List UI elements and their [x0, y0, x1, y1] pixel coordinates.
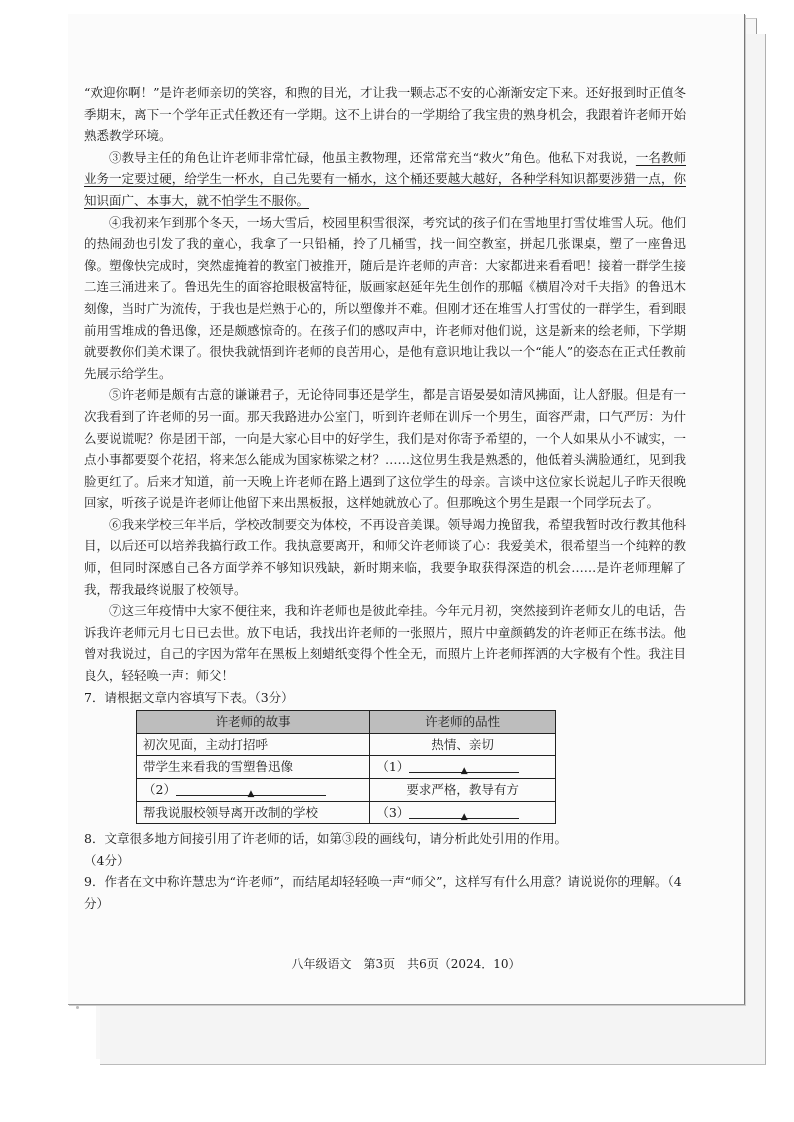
story-cell: 初次见面，主动打招呼 [137, 733, 370, 756]
answer-blank-1[interactable] [409, 758, 519, 777]
table-header-story: 许老师的故事 [137, 711, 370, 734]
answer-cell-3[interactable] [370, 801, 556, 824]
paragraph-7: ⑦这三年疫情中大家不便往来，我和许老师也是彼此牵挂。今年元月初，突然接到许老师女儿的电话，告诉我许老师元月七日已去世。放下电话，我找出许老师的一张照片，照片中童颜鹤发的许老师正在练书法。他曾对我说过，自己的字因为常年在黑板上刻蜡纸变得个性全无，而照片上许老师挥洒的大字极有个性。我注目良久，轻轻唤一声：师父！ [84, 603, 686, 684]
answer-cell-1[interactable] [370, 756, 556, 779]
trait-cell: 要求严格，教导有方 [370, 779, 556, 802]
paragraph-4: ④我初来乍到那个冬天，一场大雪后，校园里积雪很深，考究试的孩子们在雪地里打雪仗堆雪人玩。他们的热闹劲也引发了我的童心，我拿了一只铅桶，拎了几桶雪，找一间空教室，拼起几张课桌，塑了一座鲁迅像。塑像快完成时，突然虚掩着的教室门被推开，随后是许老师的声音：大家都进来看看吧！接着一群学生接二连三涌进来了。鲁迅先生的面容抢眼极富特征，版画家赵延年先生创作的那幅《横眉冷对千夫指》的鲁迅木刻像，当时广为流传，于我也是烂熟于心的，所以塑像并不难。但刚才还在堆雪人打雪仗的一群学生，看到眼前用雪堆成的鲁迅像，还是颇感惊奇的。在孩子们的感叹声中，许老师对他们说，这是新来的绘老师，下学期就要教你们美术课了。很快我就悟到许老师的良苦用心，是他有意识地让我以一个“能人”的姿态在正式任教前先展示给学生。 [84, 214, 686, 381]
blank-label: （3） [376, 804, 410, 820]
table-row [137, 733, 556, 756]
paragraph-5: ⑤许老师是颇有古意的谦谦君子，无论待同事还是学生，都是言语晏晏如清风拂面，让人舒服。但是有一次我看到了许老师的另一面。那天我路进办公室门，听到许老师在训斥一个男生，面容严肃，口气严厉：为什么要说谎呢？你是团干部，一向是大家心目中的好学生，我们是对你寄予希望的，一个人如果从小不诚实，一点小事都要耍个花招，将来怎么能成为国家栋梁之材？……这位男生我是熟悉的，他低着头满脸通红，见到我脸更红了。后来才知道，前一天晚上许老师在路上遇到了这位学生的母亲。言谈中这位家长说起儿子昨天很晚回家，听孩子说是许老师让他留下来出黑板报，这样她就放心了。但那晚这个男生是跟一个同学玩去了。 [84, 387, 686, 511]
paragraph-3 [84, 147, 686, 212]
answer-cell-2[interactable] [137, 779, 370, 802]
triangle-marker-icon: ▲ [460, 811, 468, 822]
answer-blank-3[interactable] [409, 804, 519, 822]
answer-blank-2[interactable] [176, 781, 326, 799]
question-7: 7．请根据文章内容填写下表。（3分） [84, 689, 294, 705]
exam-content [84, 82, 686, 915]
paragraph-3-text: ③教导主任的角色让许老师非常忙碌，他虽主教物理，还常常充当“救火”角色。他私下对我说， [109, 149, 636, 165]
table-header-trait: 许老师的品性 [370, 711, 556, 734]
triangle-marker-icon: ▲ [460, 766, 468, 777]
page-footer: 八年级语文 第3页 共6页（2024．10） [291, 957, 521, 971]
table-row [137, 801, 556, 824]
story-cell: 带学生来看我的雪塑鲁迅像 [137, 756, 370, 779]
paragraph-6: ⑥我来学校三年半后，学校改制要交为体校，不再设音美课。领导竭力挽留我，希望我暂时改行教其他科目，以后还可以培养我搞行政工作。我执意要离开，和师父许老师谈了心：我爱美术，很希望当一个纯粹的教师，但同时深感自己各方面学养不够知识残缺，新时期来临，我要争取获得深造的机会……是许老师理解了我，帮我最终说服了校领导。 [84, 516, 686, 597]
trait-cell: 热情、亲切 [370, 733, 556, 756]
triangle-marker-icon: ▲ [247, 789, 255, 799]
table-header-row [137, 711, 556, 734]
answer-table [136, 710, 556, 824]
scan-speck [76, 1006, 79, 1009]
blank-label: （2） [143, 782, 176, 797]
underlined-sentence: 一名教师业务一定要过硬，给学生一杯水，自己先要有一桶水，这个桶还要越大越好，各种学科知识都要涉猎一点，你知识面广、本事大，就不怕学生不服你。 [84, 149, 686, 208]
question-9: 9．作者在文中称许慧忠为“许老师”，而结尾却轻轻唤一声“师父”，这样写有什么用意？请说说你的理解。（4分） [84, 874, 682, 911]
question-8-points: （4分） [84, 852, 130, 868]
blank-label: （1） [376, 759, 410, 775]
table-row [137, 756, 556, 779]
paragraph-1: “欢迎你啊！”是许老师亲切的笑容，和煦的目光，才让我一颗忐忑不安的心渐渐安定下来。还好报到时正值冬季期末，离下一个学年正式任教还有一学期。这不上讲台的一学期给了我宝贵的熟身机会，我跟着许老师开始熟悉教学环境。 [84, 85, 686, 144]
story-cell: 帮我说服校领导离开改制的学校 [137, 801, 370, 824]
question-8: 8．文章很多地方间接引用了许老师的话，如第③段的画线句，请分析此处引用的作用。 [84, 831, 567, 847]
table-row [137, 779, 556, 802]
